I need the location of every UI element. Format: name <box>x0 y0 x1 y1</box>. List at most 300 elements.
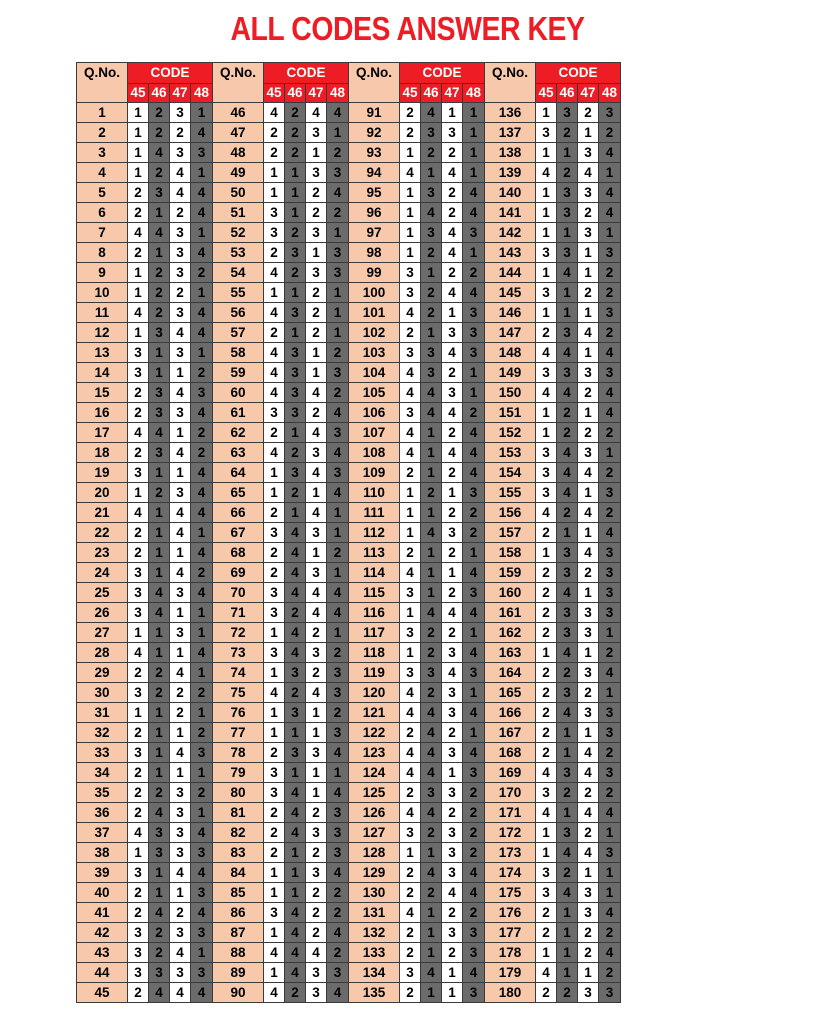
answer-code-46: 3 <box>285 343 306 363</box>
answer-code-45: 2 <box>128 803 149 823</box>
answer-code-46: 1 <box>149 643 170 663</box>
answer-code-47: 2 <box>578 783 599 803</box>
answer-code-46: 4 <box>421 963 442 983</box>
answer-code-46: 1 <box>285 863 306 883</box>
answer-code-45: 4 <box>264 343 285 363</box>
answer-code-47: 1 <box>306 763 327 783</box>
answer-code-47: 2 <box>306 203 327 223</box>
answer-code-48: 1 <box>191 163 213 183</box>
answer-code-46: 1 <box>557 223 578 243</box>
answer-code-46: 4 <box>149 423 170 443</box>
answer-code-48: 4 <box>191 543 213 563</box>
answer-code-48: 3 <box>191 143 213 163</box>
answer-code-48: 2 <box>327 643 349 663</box>
answer-code-45: 2 <box>536 923 557 943</box>
question-number: 87 <box>213 923 264 943</box>
question-number: 168 <box>485 743 536 763</box>
answer-code-45: 1 <box>536 403 557 423</box>
answer-code-47: 2 <box>442 203 463 223</box>
code-number-47: 47 <box>442 84 463 103</box>
question-number: 24 <box>77 563 128 583</box>
answer-code-45: 2 <box>128 763 149 783</box>
answer-code-48: 3 <box>599 603 621 623</box>
answer-code-45: 3 <box>128 563 149 583</box>
answer-code-48: 2 <box>599 963 621 983</box>
answer-code-45: 2 <box>128 383 149 403</box>
question-number: 115 <box>349 583 400 603</box>
answer-code-47: 2 <box>306 663 327 683</box>
answer-row <box>77 603 621 623</box>
answer-code-48: 1 <box>463 123 485 143</box>
question-number: 67 <box>213 523 264 543</box>
answer-row <box>77 503 621 523</box>
qno-header: Q.No. <box>485 63 536 103</box>
code-header: CODE <box>264 63 349 84</box>
answer-code-48: 1 <box>191 763 213 783</box>
answer-code-46: 2 <box>285 103 306 123</box>
answer-code-45: 2 <box>536 563 557 583</box>
answer-code-47: 3 <box>306 223 327 243</box>
question-number: 125 <box>349 783 400 803</box>
answer-code-47: 3 <box>578 663 599 683</box>
question-number: 179 <box>485 963 536 983</box>
answer-code-45: 2 <box>264 243 285 263</box>
answer-code-47: 2 <box>442 943 463 963</box>
answer-code-45: 1 <box>128 703 149 723</box>
answer-code-47: 1 <box>578 263 599 283</box>
question-number: 102 <box>349 323 400 343</box>
answer-code-48: 4 <box>191 863 213 883</box>
answer-row <box>77 403 621 423</box>
answer-code-45: 1 <box>264 283 285 303</box>
question-number: 130 <box>349 883 400 903</box>
question-number: 71 <box>213 603 264 623</box>
answer-code-47: 4 <box>306 383 327 403</box>
answer-code-48: 3 <box>327 163 349 183</box>
answer-code-46: 2 <box>149 783 170 803</box>
question-number: 118 <box>349 643 400 663</box>
answer-code-48: 4 <box>327 583 349 603</box>
answer-code-48: 1 <box>327 503 349 523</box>
answer-code-47: 4 <box>170 663 191 683</box>
answer-code-47: 1 <box>306 243 327 263</box>
answer-code-46: 3 <box>557 763 578 783</box>
answer-code-46: 1 <box>557 723 578 743</box>
answer-code-45: 2 <box>400 883 421 903</box>
answer-code-45: 4 <box>264 443 285 463</box>
answer-code-46: 2 <box>149 103 170 123</box>
answer-code-48: 3 <box>327 263 349 283</box>
answer-code-46: 1 <box>421 423 442 443</box>
question-number: 52 <box>213 223 264 243</box>
question-number: 49 <box>213 163 264 183</box>
answer-code-47: 1 <box>306 343 327 363</box>
answer-code-45: 2 <box>264 563 285 583</box>
answer-code-47: 2 <box>442 583 463 603</box>
answer-code-48: 4 <box>191 323 213 343</box>
answer-code-46: 3 <box>149 443 170 463</box>
question-number: 25 <box>77 583 128 603</box>
answer-code-48: 4 <box>191 583 213 603</box>
answer-code-47: 4 <box>170 863 191 883</box>
answer-code-47: 1 <box>306 703 327 723</box>
question-number: 29 <box>77 663 128 683</box>
answer-code-48: 4 <box>327 443 349 463</box>
answer-code-47: 4 <box>578 803 599 823</box>
answer-code-46: 4 <box>285 623 306 643</box>
answer-code-47: 1 <box>578 863 599 883</box>
answer-code-48: 1 <box>463 363 485 383</box>
answer-code-48: 3 <box>463 763 485 783</box>
answer-code-48: 1 <box>327 323 349 343</box>
answer-code-48: 2 <box>191 683 213 703</box>
answer-code-48: 3 <box>463 483 485 503</box>
answer-code-45: 3 <box>264 903 285 923</box>
answer-code-47: 4 <box>170 383 191 403</box>
answer-code-45: 3 <box>128 603 149 623</box>
question-number: 70 <box>213 583 264 603</box>
answer-code-48: 3 <box>327 243 349 263</box>
answer-row <box>77 803 621 823</box>
answer-code-45: 3 <box>128 743 149 763</box>
answer-code-46: 1 <box>285 163 306 183</box>
question-number: 17 <box>77 423 128 443</box>
answer-code-45: 3 <box>128 343 149 363</box>
answer-code-47: 3 <box>306 643 327 663</box>
answer-code-46: 4 <box>557 263 578 283</box>
answer-code-48: 3 <box>599 703 621 723</box>
question-number: 111 <box>349 503 400 523</box>
question-number: 20 <box>77 483 128 503</box>
answer-code-47: 3 <box>306 823 327 843</box>
answer-code-47: 3 <box>442 783 463 803</box>
answer-code-46: 1 <box>421 583 442 603</box>
question-number: 126 <box>349 803 400 823</box>
question-number: 139 <box>485 163 536 183</box>
answer-code-45: 2 <box>400 323 421 343</box>
answer-code-48: 3 <box>327 803 349 823</box>
answer-code-47: 2 <box>442 263 463 283</box>
answer-code-46: 1 <box>557 143 578 163</box>
answer-row <box>77 583 621 603</box>
answer-code-46: 1 <box>421 903 442 923</box>
answer-code-46: 2 <box>421 243 442 263</box>
answer-code-48: 4 <box>599 383 621 403</box>
answer-code-47: 2 <box>170 903 191 923</box>
answer-code-46: 4 <box>285 903 306 923</box>
answer-code-48: 4 <box>463 203 485 223</box>
question-number: 112 <box>349 523 400 543</box>
question-number: 143 <box>485 243 536 263</box>
question-number: 85 <box>213 883 264 903</box>
question-number: 159 <box>485 563 536 583</box>
answer-code-47: 2 <box>306 323 327 343</box>
answer-code-48: 3 <box>463 983 485 1003</box>
answer-code-45: 2 <box>128 443 149 463</box>
answer-code-48: 1 <box>327 303 349 323</box>
answer-code-45: 3 <box>536 863 557 883</box>
question-number: 165 <box>485 683 536 703</box>
answer-code-47: 2 <box>442 463 463 483</box>
answer-code-45: 4 <box>128 503 149 523</box>
answer-code-46: 1 <box>149 763 170 783</box>
qno-header: Q.No. <box>77 63 128 103</box>
answer-code-48: 3 <box>463 583 485 603</box>
answer-row <box>77 283 621 303</box>
answer-code-47: 2 <box>442 363 463 383</box>
question-number: 46 <box>213 103 264 123</box>
answer-code-45: 2 <box>400 123 421 143</box>
answer-row <box>77 723 621 743</box>
answer-code-48: 3 <box>463 663 485 683</box>
answer-code-46: 1 <box>421 443 442 463</box>
answer-code-46: 3 <box>557 563 578 583</box>
answer-code-47: 3 <box>578 903 599 923</box>
answer-code-47: 4 <box>578 163 599 183</box>
answer-code-46: 2 <box>149 923 170 943</box>
answer-code-45: 1 <box>536 943 557 963</box>
question-number: 58 <box>213 343 264 363</box>
answer-code-46: 2 <box>149 663 170 683</box>
answer-code-45: 4 <box>400 563 421 583</box>
answer-code-47: 1 <box>306 483 327 503</box>
question-number: 109 <box>349 463 400 483</box>
answer-code-45: 3 <box>536 243 557 263</box>
answer-code-45: 2 <box>264 843 285 863</box>
answer-code-47: 3 <box>306 443 327 463</box>
answer-code-46: 2 <box>421 483 442 503</box>
answer-code-47: 2 <box>170 203 191 223</box>
answer-code-46: 1 <box>149 343 170 363</box>
answer-code-46: 1 <box>557 523 578 543</box>
question-number: 163 <box>485 643 536 663</box>
answer-code-46: 2 <box>421 303 442 323</box>
answer-code-45: 3 <box>128 963 149 983</box>
answer-code-45: 3 <box>536 443 557 463</box>
answer-code-45: 1 <box>264 623 285 643</box>
answer-code-45: 3 <box>128 683 149 703</box>
answer-code-47: 3 <box>170 403 191 423</box>
question-number: 19 <box>77 463 128 483</box>
question-number: 173 <box>485 843 536 863</box>
answer-code-48: 4 <box>599 903 621 923</box>
answer-code-47: 3 <box>306 983 327 1003</box>
answer-code-46: 2 <box>149 943 170 963</box>
answer-code-47: 3 <box>442 123 463 143</box>
answer-code-47: 2 <box>442 903 463 923</box>
answer-code-45: 1 <box>128 283 149 303</box>
answer-code-48: 4 <box>327 783 349 803</box>
answer-code-48: 2 <box>327 203 349 223</box>
answer-code-45: 1 <box>536 543 557 563</box>
answer-code-48: 3 <box>599 543 621 563</box>
answer-code-47: 3 <box>306 523 327 543</box>
question-number: 11 <box>77 303 128 323</box>
answer-code-47: 1 <box>306 723 327 743</box>
answer-code-45: 1 <box>264 723 285 743</box>
answer-code-46: 1 <box>557 923 578 943</box>
answer-code-47: 1 <box>170 423 191 443</box>
answer-code-47: 3 <box>578 183 599 203</box>
answer-code-45: 1 <box>128 163 149 183</box>
answer-code-48: 4 <box>599 203 621 223</box>
answer-code-45: 3 <box>264 223 285 243</box>
answer-code-47: 4 <box>170 443 191 463</box>
question-number: 45 <box>77 983 128 1003</box>
answer-code-45: 2 <box>264 143 285 163</box>
question-number: 133 <box>349 943 400 963</box>
answer-code-47: 2 <box>578 283 599 303</box>
answer-code-47: 1 <box>442 103 463 123</box>
answer-code-45: 1 <box>264 923 285 943</box>
answer-code-47: 3 <box>442 703 463 723</box>
answer-code-48: 4 <box>191 823 213 843</box>
answer-code-47: 3 <box>578 603 599 623</box>
answer-code-45: 2 <box>128 783 149 803</box>
answer-code-48: 1 <box>599 623 621 643</box>
answer-code-46: 4 <box>149 803 170 823</box>
answer-code-45: 3 <box>536 463 557 483</box>
answer-code-46: 3 <box>557 823 578 843</box>
question-number: 170 <box>485 783 536 803</box>
question-number: 56 <box>213 303 264 323</box>
answer-code-48: 1 <box>327 223 349 243</box>
answer-code-47: 4 <box>170 523 191 543</box>
answer-code-45: 4 <box>264 363 285 383</box>
answer-code-48: 1 <box>463 623 485 643</box>
page-title: ALL CODES ANSWER KEY <box>230 10 585 47</box>
answer-code-47: 3 <box>442 523 463 543</box>
code-number-45: 45 <box>264 84 285 103</box>
question-number: 5 <box>77 183 128 203</box>
answer-code-47: 2 <box>442 723 463 743</box>
answer-code-48: 3 <box>599 723 621 743</box>
answer-code-45: 4 <box>264 943 285 963</box>
answer-code-48: 4 <box>463 963 485 983</box>
question-number: 146 <box>485 303 536 323</box>
answer-code-45: 2 <box>400 543 421 563</box>
question-number: 178 <box>485 943 536 963</box>
answer-code-46: 2 <box>149 683 170 703</box>
answer-code-46: 4 <box>149 143 170 163</box>
answer-code-48: 3 <box>327 683 349 703</box>
answer-code-48: 4 <box>191 203 213 223</box>
answer-code-46: 3 <box>285 303 306 323</box>
answer-code-47: 3 <box>170 223 191 243</box>
question-number: 59 <box>213 363 264 383</box>
answer-code-47: 3 <box>442 683 463 703</box>
answer-code-46: 1 <box>557 903 578 923</box>
question-number: 98 <box>349 243 400 263</box>
answer-code-47: 3 <box>170 803 191 823</box>
answer-code-46: 1 <box>149 463 170 483</box>
answer-code-45: 2 <box>128 983 149 1003</box>
answer-code-45: 2 <box>400 923 421 943</box>
answer-code-47: 4 <box>442 243 463 263</box>
answer-code-46: 1 <box>421 503 442 523</box>
answer-code-45: 1 <box>264 163 285 183</box>
answer-code-46: 4 <box>557 483 578 503</box>
answer-code-45: 2 <box>264 803 285 823</box>
answer-code-48: 1 <box>463 543 485 563</box>
answer-code-47: 3 <box>170 263 191 283</box>
answer-code-46: 2 <box>557 403 578 423</box>
answer-code-45: 3 <box>128 583 149 603</box>
answer-row <box>77 523 621 543</box>
answer-code-47: 3 <box>306 963 327 983</box>
answer-code-47: 1 <box>170 543 191 563</box>
answer-row <box>77 943 621 963</box>
question-number: 117 <box>349 623 400 643</box>
answer-code-47: 3 <box>578 703 599 723</box>
answer-code-46: 4 <box>421 703 442 723</box>
answer-code-47: 4 <box>306 943 327 963</box>
question-number: 131 <box>349 903 400 923</box>
answer-code-46: 1 <box>421 923 442 943</box>
answer-code-47: 1 <box>442 983 463 1003</box>
question-number: 48 <box>213 143 264 163</box>
answer-code-48: 1 <box>191 523 213 543</box>
answer-code-46: 2 <box>149 163 170 183</box>
answer-code-47: 1 <box>170 603 191 623</box>
answer-code-48: 3 <box>191 383 213 403</box>
answer-code-48: 3 <box>191 883 213 903</box>
answer-code-47: 2 <box>442 623 463 643</box>
answer-code-45: 4 <box>264 683 285 703</box>
answer-code-45: 4 <box>400 423 421 443</box>
answer-row <box>77 423 621 443</box>
answer-code-45: 1 <box>264 663 285 683</box>
answer-code-47: 3 <box>306 743 327 763</box>
answer-code-47: 2 <box>578 683 599 703</box>
answer-code-48: 3 <box>327 723 349 743</box>
question-number: 180 <box>485 983 536 1003</box>
question-number: 83 <box>213 843 264 863</box>
question-number: 97 <box>349 223 400 243</box>
answer-code-46: 4 <box>149 983 170 1003</box>
question-number: 4 <box>77 163 128 183</box>
answer-code-48: 3 <box>463 303 485 323</box>
answer-row <box>77 863 621 883</box>
answer-code-48: 4 <box>191 123 213 143</box>
answer-code-45: 3 <box>400 263 421 283</box>
answer-row <box>77 383 621 403</box>
question-number: 13 <box>77 343 128 363</box>
answer-code-48: 3 <box>327 423 349 443</box>
answer-code-47: 1 <box>170 643 191 663</box>
answer-code-45: 2 <box>536 723 557 743</box>
answer-code-47: 4 <box>306 103 327 123</box>
answer-code-47: 4 <box>578 743 599 763</box>
answer-code-48: 3 <box>599 763 621 783</box>
answer-code-48: 1 <box>327 623 349 643</box>
answer-code-47: 2 <box>170 683 191 703</box>
answer-code-45: 2 <box>128 203 149 223</box>
answer-code-48: 4 <box>463 603 485 623</box>
question-number: 106 <box>349 403 400 423</box>
answer-code-45: 2 <box>536 663 557 683</box>
answer-code-45: 3 <box>400 823 421 843</box>
answer-code-47: 3 <box>442 323 463 343</box>
answer-code-48: 3 <box>463 943 485 963</box>
answer-row <box>77 623 621 643</box>
answer-code-48: 3 <box>327 363 349 383</box>
question-number: 119 <box>349 663 400 683</box>
answer-code-45: 4 <box>128 643 149 663</box>
answer-code-45: 3 <box>536 283 557 303</box>
question-number: 140 <box>485 183 536 203</box>
answer-code-48: 3 <box>327 963 349 983</box>
